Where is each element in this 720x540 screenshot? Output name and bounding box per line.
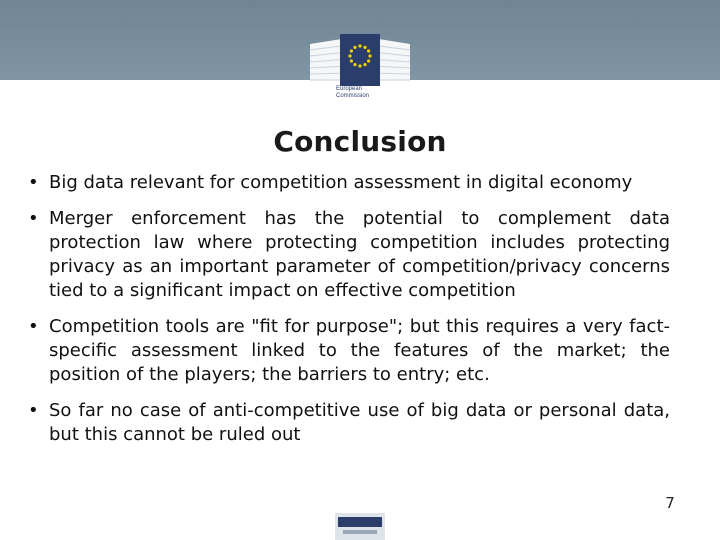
bullet-marker: • [28, 172, 39, 193]
bullet-item [28, 315, 670, 387]
bullet-list [28, 171, 670, 459]
slide-title: Conclusion [273, 125, 447, 158]
bullet-item [28, 399, 670, 447]
page-number: 7 [665, 494, 675, 512]
eu-flag [340, 34, 380, 86]
footer-logo-subbar [343, 530, 377, 534]
bullet-text: Big data relevant for competition assessment in digital economy [49, 172, 633, 193]
logo-caption-line-1: European [336, 86, 363, 92]
header-band [0, 0, 720, 110]
footer-logo [335, 513, 385, 540]
logo-caption [336, 86, 369, 100]
bullet-text: Merger enforcement has the potential to complement data protection law where protecting competition includes protecting privacy as an important parameter of competition/privacy concerns tied to a significant impact on effective competition [49, 208, 670, 301]
bullet-text: Competition tools are "fit for purpose"; but this requires a very fact-specific assessment linked to the features of the market; the position of the players; the barriers to entry; etc. [49, 316, 670, 385]
bullet-marker: • [28, 316, 39, 337]
bullet-item [28, 207, 670, 303]
bullet-marker: • [28, 400, 39, 421]
bullet-item [28, 171, 670, 195]
footer-logo-bar [338, 517, 382, 527]
logo-caption-line-2: Commission [336, 93, 370, 99]
bullet-text: So far no case of anti-competitive use of big data or personal data, but this cannot be ruled out [49, 400, 670, 445]
bullet-marker: • [28, 208, 39, 229]
